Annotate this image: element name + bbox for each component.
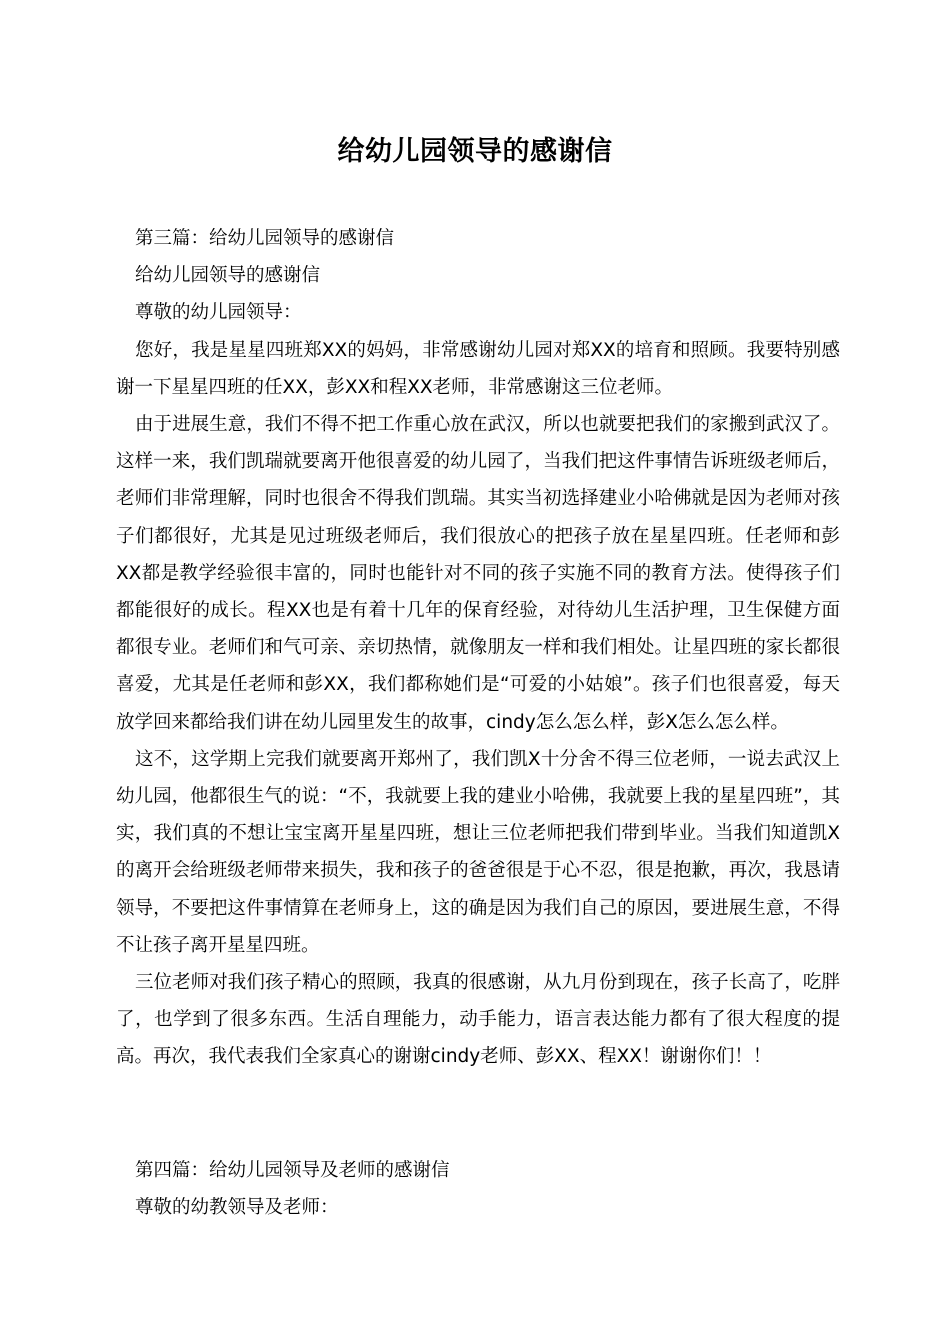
section-4-salutation: 尊敬的幼教领导及老师： [135,1197,339,1219]
section-3-heading: 第三篇：给幼儿园领导的感谢信 [135,228,395,249]
section-3 [116,220,840,1076]
paragraph: 您好，我是星星四班郑XX的妈妈，非常感谢幼儿园对郑XX的培育和照顾。我要特别感谢一下星星四班的任XX，彭XX和程XX老师，非常感谢这三位老师。 [116,339,840,398]
document-title: 给幼儿园领导的感谢信 [337,136,613,167]
paragraph: 由于进展生意，我们不得不把工作重心放在武汉，所以也就要把我们的家搬到武汉了。这样一来，我们凯瑞就要离开他很喜爱的幼儿园了，当我们把这件事情告诉班级老师后，老师们非常理解，同时也很舍不得我们凯瑞。其实当初选择建业小哈佛就是因为老师对孩子们都很好，尤其是见过班级老师后，我们很放心的把孩子放在星星四班。任老师和彭XX都是教学经验很丰富的，同时也能针对不同的孩子实施不同的教育方法。使得孩子们都能很好的成长。程XX也是有着十几年的保育经验，对待幼儿生活护理，卫生保健方面都很专业。老师们和气可亲、亲切热情，就像朋友一样和我们相处。让星四班的家长都很喜爱，尤其是任老师和彭XX，我们都称她们是“可爱的小姑娘”。孩子们也很喜爱，每天放学回来都给我们讲在幼儿园里发生的故事，cindy怎么怎么样，彭X怎么怎么样。 [116,414,840,733]
section-3-salutation: 尊敬的幼儿园领导： [135,302,302,324]
section-4 [116,1152,840,1226]
paragraph: 三位老师对我们孩子精心的照顾，我真的很感谢，从九月份到现在，孩子长高了，吃胖了，也学到了很多东西。生活自理能力，动手能力，语言表达能力都有了很大程度的提高。再次，我代表我们全家真心的谢谢cindy老师、彭XX、程XX！谢谢你们！！ [116,972,840,1068]
paragraph: 这不，这学期上完我们就要离开郑州了，我们凯X十分舍不得三位老师，一说去武汉上幼儿园，他都很生气的说：“不，我就要上我的建业小哈佛，我就要上我的星星四班”，其实，我们真的不想让宝宝离开星星四班，想让三位老师把我们带到毕业。当我们知道凯X的离开会给班级老师带来损失，我和孩子的爸爸很是于心不忍，很是抱歉，再次，我恳请领导，不要把这件事情算在老师身上，这的确是因为我们自己的原因，要进展生意，不得不让孩子离开星星四班。 [116,748,840,956]
section-3-subtitle: 给幼儿园领导的感谢信 [135,265,321,287]
section-4-heading: 第四篇：给幼儿园领导及老师的感谢信 [135,1160,450,1181]
